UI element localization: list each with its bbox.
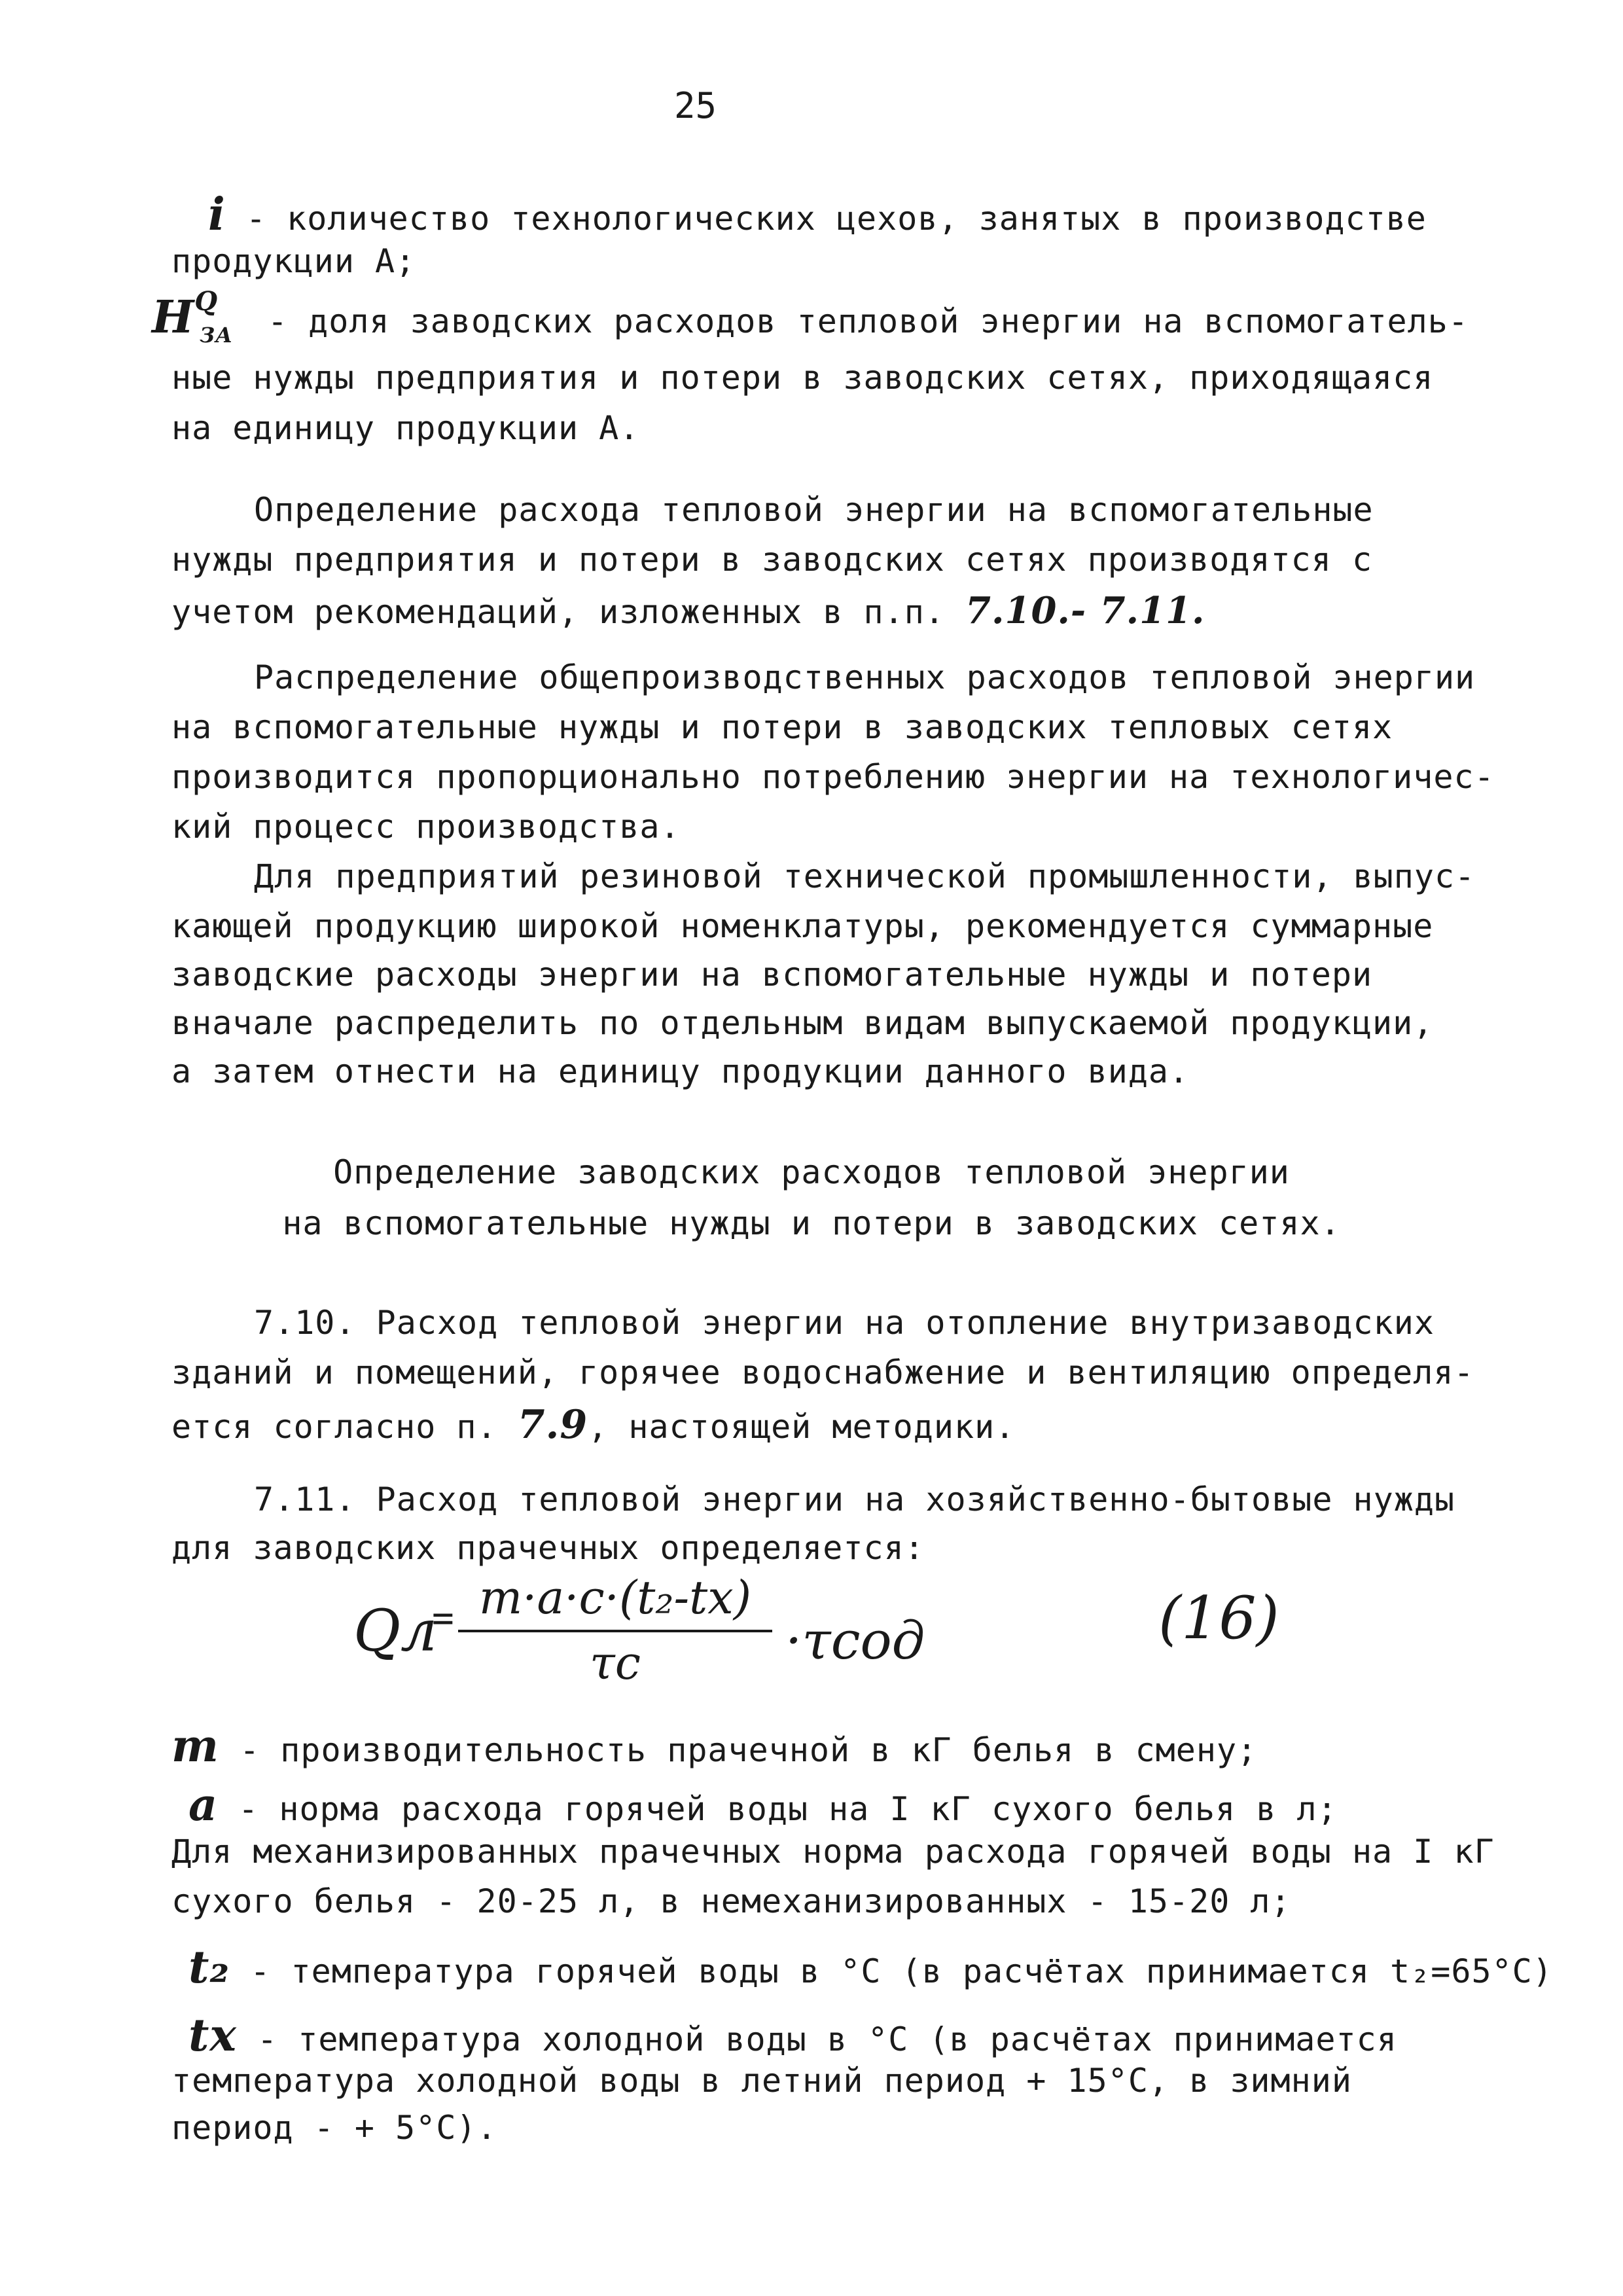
definition-continuation: ные нужды предприятия и потери в заводских сетях, приходящаяся	[171, 359, 1434, 397]
section-heading: на вспомогательные нужды и потери в заводских сетях.	[282, 1204, 1341, 1242]
formula-multiplier: ·τсод	[785, 1610, 925, 1671]
formula-label: (16)	[1158, 1584, 1279, 1653]
paragraph-line: 7.11. Расход тепловой энергии на хозяйственно-бытовые нужды	[254, 1480, 1455, 1518]
paragraph-line: кий процесс производства.	[171, 808, 681, 846]
page-number: 25	[674, 85, 717, 126]
paragraph-line: производится пропорционально потреблению энергии на технологичес-	[171, 758, 1495, 796]
paragraph-line: Распределение общепроизводственных расходов тепловой энергии	[254, 658, 1476, 696]
paragraph-line: сухого белья - 20-25 л, в немеханизированных - 15-20 л;	[171, 1882, 1291, 1920]
definition-t2: t₂ - температура горячей воды в °С (в расчётах принимается t₂=65°С)	[188, 1941, 1553, 1994]
formula-numerator: m·a·c·(t₂-tх)	[478, 1571, 752, 1624]
section-heading: Определение заводских расходов тепловой энергии	[333, 1153, 1290, 1191]
formula-lhs: Qл	[353, 1597, 438, 1664]
definition-i	[208, 188, 1427, 241]
paragraph-line: Для механизированных прачечных норма расхода горячей воды на I кГ	[171, 1833, 1495, 1871]
formula-equals: =	[432, 1597, 454, 1640]
paragraph-line: нужды предприятия и потери в заводских сетях производятся с	[171, 541, 1373, 579]
paragraph-line: температура холодной воды в летний период + 15°С, в зимний	[171, 2062, 1352, 2100]
paragraph-line: Определение расхода тепловой энергии на вспомогательные	[254, 491, 1374, 529]
formula-16	[353, 1571, 1073, 1702]
definition-tx: tх - температура холодной воды в °С (в расчётах принимается	[188, 2009, 1397, 2062]
formula-denominator: τс	[590, 1636, 641, 1690]
fraction-bar	[458, 1630, 772, 1632]
paragraph-line: ется согласно п. 7.9, настоящей методики.	[171, 1402, 1016, 1448]
symbol-m: m	[171, 1720, 219, 1772]
symbol-h-za: $H^Q_{ЗА}$	[152, 286, 234, 348]
definition-text: - доля заводских расходов тепловой энергии на вспомогатель-	[267, 302, 1469, 340]
paragraph-line: зданий и помещений, горячее водоснабжение и вентиляцию определя-	[171, 1354, 1474, 1391]
definition-a: a - норма расхода горячей воды на I кГ сухого белья в л;	[188, 1779, 1338, 1831]
definition-continuation: продукции А;	[171, 242, 416, 280]
definition-h-za	[152, 286, 1469, 348]
definition-m: m - производительность прачечной в кГ белья в смену;	[171, 1720, 1258, 1772]
paragraph-line: на вспомогательные нужды и потери в заводских тепловых сетях	[171, 708, 1393, 746]
paragraph-line: для заводских прачечных определяется:	[171, 1529, 925, 1567]
symbol-tx: tх	[188, 2009, 237, 2062]
symbol-t2: t₂	[188, 1941, 230, 1994]
paragraph-line: кающей продукцию широкой номенклатуры, рекомендуется суммарные	[171, 907, 1434, 945]
definition-continuation: на единицу продукции А.	[171, 409, 640, 447]
paragraph-line: учетом рекомендаций, изложенных в п.п. 7.10.- 7.11.	[171, 589, 1205, 632]
symbol-i: i	[208, 188, 226, 241]
paragraph-line: период - + 5°С).	[171, 2109, 497, 2147]
paragraph-line: вначале распределить по отдельным видам выпускаемой продукции,	[171, 1004, 1434, 1042]
section-reference: 7.9	[517, 1402, 588, 1448]
symbol-a: a	[188, 1779, 219, 1831]
definition-text: - количество технологических цехов, занятых в производстве	[245, 200, 1427, 238]
paragraph-line: 7.10. Расход тепловой энергии на отопление внутризаводских	[254, 1304, 1435, 1342]
paragraph-line: Для предприятий резиновой технической промышленности, выпус-	[254, 857, 1476, 895]
paragraph-line: а затем отнести на единицу продукции данного вида.	[171, 1052, 1190, 1090]
paragraph-line: заводские расходы энергии на вспомогательные нужды и потери	[171, 956, 1373, 994]
section-reference: 7.10.- 7.11.	[965, 589, 1205, 632]
